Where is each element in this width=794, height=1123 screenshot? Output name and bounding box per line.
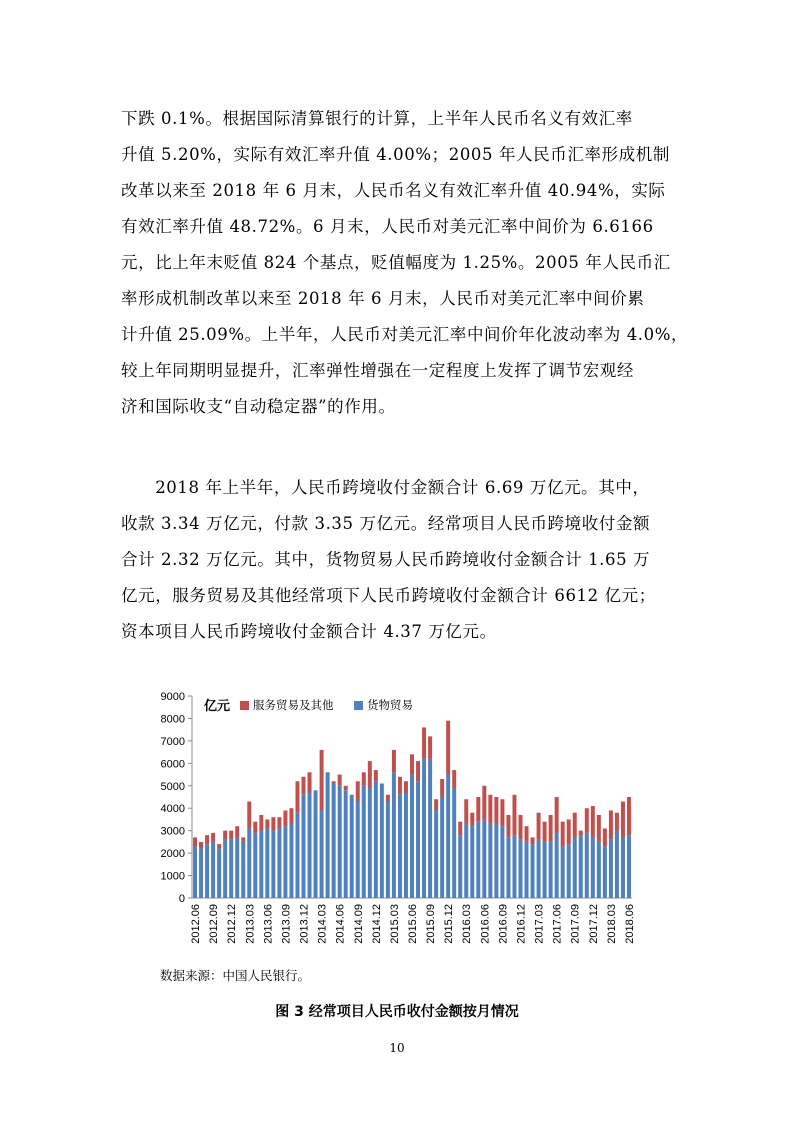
bar-services — [386, 795, 390, 802]
x-tick-label: 2012.12 — [226, 904, 239, 944]
y-tick-label: 0 — [178, 893, 185, 905]
x-tick-label: 2013.06 — [262, 904, 275, 944]
paragraph-line: 2018 年上半年，人民币跨境收付金额合计 6.69 万亿元。其中， — [121, 478, 650, 497]
x-tick-label: 2016.09 — [497, 904, 510, 944]
bar-goods — [217, 849, 221, 898]
bar-services — [205, 835, 209, 844]
bar-services — [615, 813, 619, 831]
bar-goods — [494, 824, 498, 898]
x-tick-label: 2013.09 — [280, 904, 293, 944]
x-tick-label: 2013.03 — [244, 904, 257, 944]
bar-goods — [410, 775, 414, 898]
bar-goods — [326, 772, 330, 898]
bar-goods — [579, 835, 583, 898]
bar-goods — [265, 828, 269, 898]
bar-goods — [320, 810, 324, 898]
legend-label-goods: 货物贸易 — [367, 698, 413, 712]
chart-canvas — [140, 686, 660, 966]
bar-services — [561, 822, 565, 847]
bar-goods — [302, 795, 306, 898]
bar-goods — [627, 835, 631, 898]
bar-goods — [235, 837, 239, 898]
bar-goods — [289, 824, 293, 898]
x-tick-label: 2017.09 — [569, 904, 582, 944]
bar-services — [609, 810, 613, 839]
bar-goods — [482, 819, 486, 898]
x-tick-label: 2015.09 — [425, 904, 438, 944]
bar-services — [283, 810, 287, 826]
bar-goods — [458, 835, 462, 898]
x-tick-label: 2017.12 — [587, 904, 600, 944]
bar-goods — [199, 849, 203, 898]
y-tick-label: 2000 — [160, 848, 185, 861]
x-tick-label: 2012.06 — [190, 904, 203, 944]
bar-services — [488, 795, 492, 824]
legend-label-services: 服务贸易及其他 — [253, 698, 334, 712]
chart-current-account-rmb — [140, 686, 660, 966]
bar-services — [621, 801, 625, 837]
bar-goods — [452, 788, 456, 898]
bar-goods — [205, 844, 209, 898]
paragraph-line: 下跌 0.1%。根据国际清算银行的计算，上半年人民币名义有效汇率 — [121, 109, 633, 128]
bar-services — [452, 770, 456, 788]
paragraph-line: 升值 5.20%，实际有效汇率升值 4.00%；2005 年人民币汇率形成机制 — [121, 145, 670, 164]
figure-caption: 图 3 经常项目人民币收付金额按月情况 — [275, 1004, 519, 1020]
bar-goods — [500, 826, 504, 898]
bar-goods — [525, 842, 529, 898]
bar-services — [295, 781, 299, 812]
bar-services — [247, 801, 251, 828]
bar-goods — [428, 759, 432, 898]
bar-services — [428, 736, 432, 758]
bar-goods — [440, 797, 444, 898]
bar-goods — [519, 840, 523, 898]
bar-goods — [603, 846, 607, 898]
bar-services — [320, 750, 324, 811]
bar-services — [404, 781, 408, 792]
x-tick-label: 2015.03 — [388, 904, 401, 944]
paragraph-line: 合计 2.32 万亿元。其中，货物贸易人民币跨境收付金额合计 1.65 万 — [121, 550, 651, 569]
bar-goods — [506, 837, 510, 898]
paragraph-line: 元，比上年末贬值 824 个基点，贬值幅度为 1.25%。2005 年人民币汇 — [121, 253, 671, 272]
bar-services — [500, 799, 504, 826]
bar-services — [573, 813, 577, 838]
x-tick-label: 2012.09 — [208, 904, 221, 944]
bar-services — [549, 815, 553, 842]
paragraph-line: 济和国际收支“自动稳定器”的作用。 — [121, 397, 396, 416]
bar-goods — [488, 824, 492, 898]
bar-goods — [368, 788, 372, 898]
bar-services — [464, 799, 468, 824]
x-tick-label: 2014.06 — [334, 904, 347, 944]
bar-goods — [229, 840, 233, 898]
bar-goods — [350, 795, 354, 898]
paragraph-line: 计升值 25.09%。上半年，人民币对美元汇率中间价年化波动率为 4.0%， — [121, 325, 689, 344]
bar-services — [356, 781, 360, 801]
bar-services — [259, 815, 263, 831]
bar-services — [482, 786, 486, 820]
bar-goods — [476, 822, 480, 898]
bar-services — [374, 770, 378, 781]
bar-services — [597, 815, 601, 842]
legend-swatch-services — [240, 701, 249, 710]
bar-services — [543, 822, 547, 842]
bar-services — [344, 786, 348, 790]
paragraph-cross-border-rmb — [121, 470, 681, 650]
bar-goods — [193, 846, 197, 898]
bar-services — [277, 817, 281, 828]
x-tick-label: 2018.06 — [623, 904, 636, 944]
y-tick-label: 7000 — [160, 735, 185, 748]
y-tick-label: 8000 — [160, 713, 185, 726]
bar-services — [289, 808, 293, 824]
bar-goods — [241, 842, 245, 898]
bar-services — [591, 806, 595, 837]
bar-services — [603, 828, 607, 846]
bar-services — [440, 779, 444, 797]
bar-services — [537, 813, 541, 840]
bar-services — [223, 831, 227, 840]
bar-goods — [464, 824, 468, 898]
bar-goods — [434, 810, 438, 898]
y-tick-label: 9000 — [160, 691, 185, 703]
bar-goods — [362, 786, 366, 898]
page-number: 10 — [389, 1041, 405, 1055]
bar-services — [265, 819, 269, 828]
bar-services — [211, 833, 215, 842]
bar-goods — [259, 831, 263, 898]
x-tick-label: 2015.06 — [407, 904, 419, 944]
bar-goods — [422, 759, 426, 898]
bar-services — [271, 817, 275, 830]
bar-goods — [567, 844, 571, 898]
bar-goods — [283, 826, 287, 898]
bar-services — [241, 837, 245, 841]
bar-goods — [531, 844, 535, 898]
bar-goods — [253, 833, 257, 898]
legend-swatch-goods — [354, 701, 363, 710]
bar-services — [338, 775, 342, 786]
paragraph-line: 资本项目人民币跨境收付金额合计 4.37 万亿元。 — [121, 622, 497, 641]
bar-services — [470, 813, 474, 826]
bar-services — [446, 721, 450, 775]
bar-services — [494, 797, 498, 824]
bar-goods — [247, 828, 251, 898]
bar-goods — [332, 784, 336, 898]
bar-services — [555, 797, 559, 833]
x-tick-label: 2016.06 — [479, 904, 492, 944]
bar-services — [531, 837, 535, 844]
y-tick-label: 6000 — [160, 758, 185, 771]
bar-services — [332, 781, 336, 783]
x-tick-label: 2014.12 — [370, 904, 383, 944]
bar-services — [476, 797, 480, 822]
bar-goods — [344, 790, 348, 898]
bar-goods — [555, 833, 559, 898]
bar-goods — [223, 840, 227, 898]
paragraph-line: 收款 3.34 万亿元，付款 3.35 万亿元。经常项目人民币跨境收付金额 — [121, 514, 651, 533]
unit-label: 亿元 — [204, 699, 231, 714]
bar-goods — [356, 801, 360, 898]
bar-goods — [380, 784, 384, 898]
bar-services — [422, 727, 426, 758]
bar-goods — [591, 837, 595, 898]
bar-goods — [416, 781, 420, 898]
bar-goods — [277, 828, 281, 898]
paragraph-line: 较上年同期明显提升，汇率弹性增强在一定程度上发挥了调节宏观经 — [121, 361, 634, 380]
bar-services — [567, 819, 571, 844]
source-note: 数据来源：中国人民银行。 — [160, 968, 311, 983]
bar-goods — [308, 793, 312, 898]
bar-goods — [398, 795, 402, 898]
bar-goods — [374, 781, 378, 898]
bar-goods — [543, 842, 547, 898]
bar-services — [585, 808, 589, 833]
bar-goods — [386, 801, 390, 898]
bar-services — [362, 772, 366, 785]
bar-goods — [271, 831, 275, 898]
bar-services — [627, 797, 631, 835]
bar-services — [579, 831, 583, 835]
bar-goods — [621, 837, 625, 898]
x-tick-label: 2014.09 — [352, 904, 365, 944]
bar-services — [253, 822, 257, 833]
bar-goods — [338, 786, 342, 898]
x-tick-label: 2017.06 — [551, 904, 564, 944]
bar-goods — [512, 835, 516, 898]
bar-goods — [446, 775, 450, 898]
x-tick-label: 2017.03 — [533, 904, 546, 944]
bar-goods — [561, 846, 565, 898]
bar-services — [229, 831, 233, 840]
y-tick-label: 1000 — [160, 870, 185, 883]
bar-goods — [585, 833, 589, 898]
paragraph-line: 率形成机制改革以来至 2018 年 6 月末，人民币对美元汇率中间价累 — [121, 289, 645, 308]
bar-goods — [615, 831, 619, 898]
bar-goods — [597, 842, 601, 898]
paragraph-line: 改革以来至 2018 年 6 月末，人民币名义有效汇率升值 40.94%，实际 — [121, 181, 666, 200]
y-tick-label: 4000 — [160, 803, 185, 816]
bar-services — [368, 761, 372, 788]
bar-services — [308, 772, 312, 792]
bar-services — [434, 799, 438, 810]
bar-goods — [314, 790, 318, 898]
x-tick-label: 2016.12 — [515, 904, 528, 944]
bar-goods — [295, 813, 299, 898]
bar-goods — [549, 842, 553, 898]
bar-services — [217, 844, 221, 848]
bar-services — [410, 754, 414, 774]
bar-services — [392, 750, 396, 772]
bar-goods — [573, 837, 577, 898]
bar-services — [199, 842, 203, 849]
bar-services — [458, 822, 462, 835]
bar-goods — [537, 840, 541, 898]
x-tick-label: 2015.12 — [443, 904, 456, 944]
bar-services — [525, 826, 529, 842]
x-tick-label: 2013.12 — [298, 904, 311, 944]
y-tick-label: 3000 — [160, 825, 185, 838]
x-tick-label: 2016.03 — [461, 904, 474, 944]
bar-goods — [392, 772, 396, 898]
bar-services — [193, 837, 197, 846]
paragraph-line: 有效汇率升值 48.72%。6 月末，人民币对美元汇率中间价为 6.6166 — [121, 217, 654, 236]
paragraph-exchange-rate — [121, 101, 689, 425]
bar-services — [235, 826, 239, 837]
bar-goods — [609, 840, 613, 898]
bar-services — [512, 795, 516, 835]
paragraph-line: 亿元，服务贸易及其他经常项下人民币跨境收付金额合计 6612 亿元； — [121, 586, 656, 605]
bar-goods — [470, 826, 474, 898]
bar-goods — [404, 793, 408, 898]
bar-goods — [211, 842, 215, 898]
bar-services — [506, 815, 510, 837]
bar-services — [519, 815, 523, 840]
y-tick-label: 5000 — [160, 780, 185, 793]
bar-services — [302, 777, 306, 795]
x-tick-label: 2018.03 — [605, 904, 618, 944]
bar-services — [398, 777, 402, 795]
bar-services — [416, 761, 420, 781]
x-tick-label: 2014.03 — [316, 904, 329, 944]
